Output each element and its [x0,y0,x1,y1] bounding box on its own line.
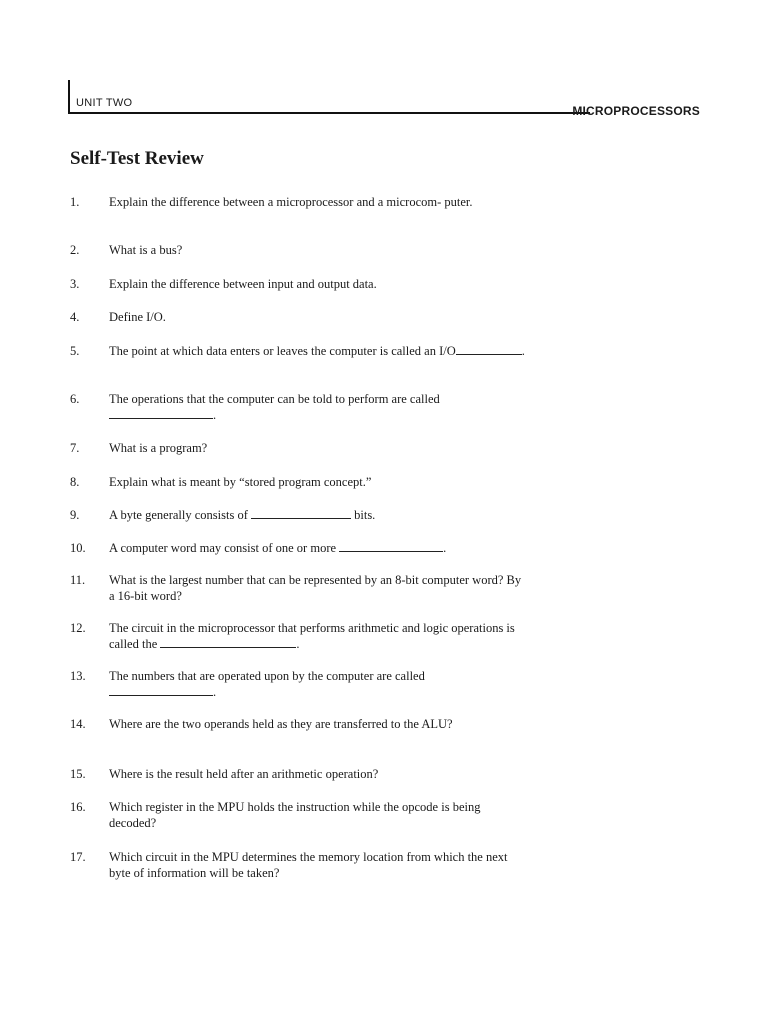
question-text: What is a program? [109,441,208,455]
question-number: 8. [70,475,80,489]
answer-blank [109,407,213,419]
answer-blank [160,636,296,648]
question-text-after: . [213,685,217,699]
question-number: 12. [70,621,86,635]
unit-label: UNIT TWO [76,97,133,109]
question-text: Where are the two operands held as they are transferred to the ALU? [109,717,453,731]
question-number: 6. [70,392,80,406]
question-number: 2. [70,243,80,257]
question-text-after: . [521,344,525,358]
question-number: 15. [70,767,86,781]
question-text: What is a bus? [109,243,183,257]
question-text-after: . [213,408,217,422]
question-number: 11. [70,573,86,587]
question-number: 17. [70,850,86,864]
question-number: 3. [70,277,80,291]
answer-blank [251,507,351,519]
question-text-after: . [443,541,447,555]
question-number: 4. [70,310,80,324]
answer-blank [109,684,213,696]
question-text: A byte generally consists of [109,508,248,522]
page-title: Self-Test Review [70,148,204,169]
question-text: Define I/O. [109,310,166,324]
question-text: A computer word may consist of one or more [109,541,337,555]
question-number: 10. [70,541,86,555]
header-rule [70,112,590,114]
question-text: Explain the difference between input and output data. [109,277,377,291]
question-number: 1. [70,195,80,209]
question-number: 13. [70,669,86,683]
question-text-wrap [109,391,529,423]
question-text: Where is the result held after an arithmetic operation? [109,767,379,781]
question-text: What is the largest number that can be represented by an 8-bit computer word? By a 16-bit word? [109,573,522,603]
question-text-wrap [109,507,529,523]
question-text-after: bits. [354,508,376,522]
question-text-wrap [109,620,529,652]
question-text: The numbers that are operated upon by the computer are called [109,669,425,683]
question-text-wrap [109,540,529,556]
question-text-wrap [109,668,529,700]
question-text-after: . [296,637,300,651]
question-text: Which circuit in the MPU determines the memory location from which the next byte of information will be taken? [109,850,508,880]
question-number: 5. [70,344,80,358]
question-text: The circuit in the microprocessor that performs arithmetic and logic operations is called the [109,621,515,651]
answer-blank [339,540,443,552]
question-number: 14. [70,717,86,731]
answer-blank [456,343,522,355]
question-text: Explain the difference between a microprocessor and a microcom- puter. [109,195,473,209]
question-text: Explain what is meant by “stored program concept.” [109,475,372,489]
question-text: The operations that the computer can be told to perform are called [109,392,440,406]
question-number: 9. [70,508,80,522]
question-text: The point at which data enters or leaves the computer is called an I/O [109,344,456,358]
section-label: MICROPROCESSORS [572,104,700,118]
question-number: 16. [70,800,86,814]
question-text-wrap [109,343,529,359]
question-text: Which register in the MPU holds the instruction while the opcode is being decoded? [109,800,481,830]
question-number: 7. [70,441,80,455]
header-left-bar [68,80,70,114]
